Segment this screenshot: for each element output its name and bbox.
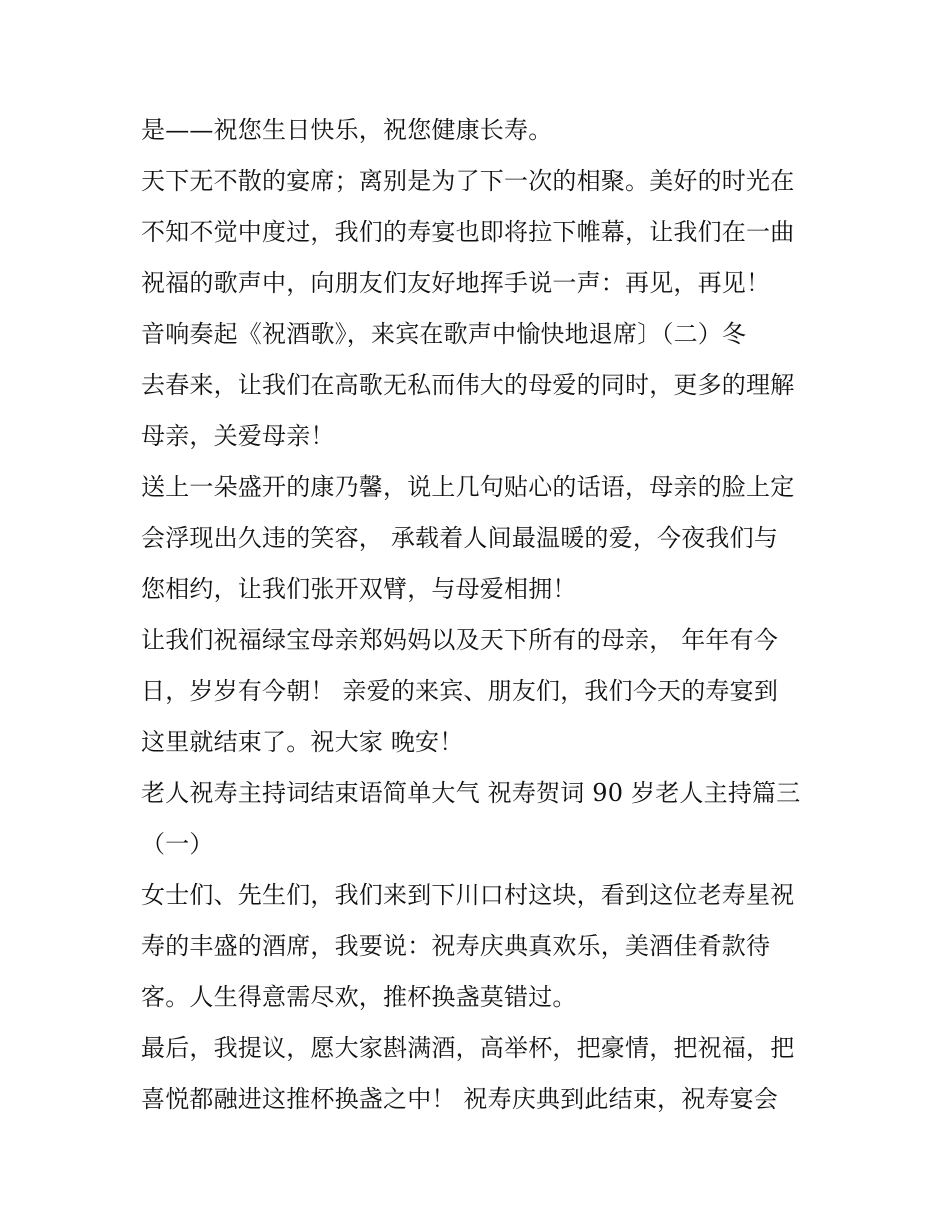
text-line: 女士们、先生们，我们来到下川口村这块，看到这位老寿星祝 xyxy=(141,881,795,909)
text-line: 您相约，让我们张开双臂，与母爱相拥！ xyxy=(141,575,577,603)
text-line: 让我们祝福绿宝母亲郑妈妈以及天下所有的母亲， 年年有今 xyxy=(141,626,779,654)
text-line: 客。人生得意需尽欢，推杯换盏莫错过。 xyxy=(141,983,577,1011)
text-line: 是——祝您生日快乐，祝您健康长寿。 xyxy=(141,116,553,144)
text-line: 祝福的歌声中，向朋友们友好地挥手说一声：再见，再见！ xyxy=(141,269,771,297)
section-heading: 老人祝寿主持词结束语简单大气 祝寿贺词 90 岁老人主持篇三 xyxy=(141,779,801,807)
text-line: 送上一朵盛开的康乃馨，说上几句贴心的话语，母亲的脸上定 xyxy=(141,473,795,501)
text-line: 不知不觉中度过，我们的寿宴也即将拉下帷幕，让我们在一曲 xyxy=(141,218,795,246)
text-line: 音响奏起《祝酒歌》，来宾在歌声中愉快地退席〕（二）冬 xyxy=(141,320,747,348)
text-line: 这里就结束了。祝大家 晚安！ xyxy=(141,728,464,756)
text-line: 寿的丰盛的酒席，我要说：祝寿庆典真欢乐，美酒佳肴款待 xyxy=(141,932,771,960)
text-line: 日，岁岁有今朝！ 亲爱的来宾、朋友们，我们今天的寿宴到 xyxy=(141,677,779,705)
text-line: 最后，我提议，愿大家斟满酒，高举杯，把豪情，把祝福，把 xyxy=(141,1034,795,1062)
text-line: 喜悦都融进这推杯换盏之中！ 祝寿庆典到此结束，祝寿宴会 xyxy=(141,1085,779,1113)
text-line: 去春来，让我们在高歌无私而伟大的母爱的同时，更多的理解 xyxy=(141,371,795,399)
section-subheading: （一） xyxy=(141,830,214,858)
text-line: 天下无不散的宴席；离别是为了下一次的相聚。美好的时光在 xyxy=(141,167,795,195)
text-line: 会浮现出久违的笑容， 承载着人间最温暖的爱，今夜我们与 xyxy=(141,524,779,552)
text-line: 母亲，关爱母亲！ xyxy=(141,422,335,450)
document-body xyxy=(141,108,821,1128)
